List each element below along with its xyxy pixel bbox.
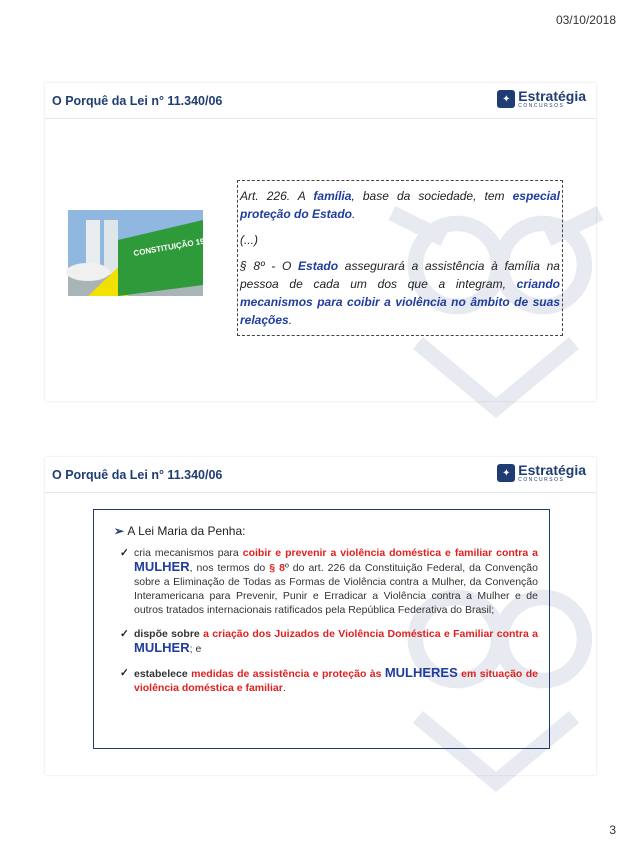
- logo-subtitle: CONCURSOS: [518, 477, 565, 483]
- logo-name: Estratégia: [518, 88, 586, 104]
- congress-constitution-photo: [68, 210, 215, 296]
- quote-paragraph-2: § 8º - O Estado assegurará a assistência à família na pessoa de cada um dos que a integram, criando mecanismos para coibir a violência no âmbito de suas relações.: [240, 259, 560, 327]
- checkmark-icon: ✓: [120, 628, 129, 640]
- constitution-quote-box: [237, 180, 563, 336]
- page-number: 3: [609, 823, 616, 837]
- slide-title: O Porquê da Lei n° 11.340/06: [52, 94, 223, 108]
- slide-title: O Porquê da Lei n° 11.340/06: [52, 468, 223, 482]
- quote-ellipsis: (...): [240, 233, 258, 247]
- lead-line: ➢ A Lei Maria da Penha:: [114, 524, 246, 538]
- owl-logo-icon: ✦: [497, 464, 515, 482]
- owl-logo-icon: ✦: [497, 90, 515, 108]
- law-name: Lei Maria da Penha: [138, 524, 243, 538]
- lei-maria-da-penha-box: [93, 509, 550, 749]
- constitution-banner-text: CONSTITUIÇÃO 1988: [132, 235, 215, 258]
- logo-subtitle: CONCURSOS: [518, 103, 565, 109]
- list-item: ✓ cria mecanismos para coibir e prevenir a violência doméstica e familiar contra a MULHER, nos termos do § 8º do art. 226 da Constituição Federal, da Convenção sobre a Eliminação de Todas as Formas de Violência contra a Mulher, da Convenção Interamericana para Prevenir, Punir e Erradicar a Violência contra a Mulher e de outros tratados internacionais ratificados pela República Federativa do Brasil;: [120, 547, 539, 616]
- logo-name: Estratégia: [518, 462, 586, 478]
- title-divider: [45, 492, 596, 493]
- document-date: 03/10/2018: [555, 13, 616, 27]
- estrategia-logo: [497, 89, 586, 109]
- slide-2: [45, 457, 596, 775]
- checkmark-icon: ✓: [120, 547, 129, 559]
- list-item: ✓ estabelece medidas de assistência e proteção às MULHERES em situação de violência doméstica e familiar.: [120, 665, 539, 694]
- slide-1: [45, 83, 596, 401]
- provisions-list: [120, 546, 538, 705]
- quote-paragraph-1: Art. 226. A família, base da sociedade, tem especial proteção do Estado.: [240, 189, 560, 221]
- checkmark-icon: ✓: [120, 667, 129, 679]
- estrategia-logo: [497, 463, 586, 483]
- list-item: ✓ dispõe sobre a criação dos Juizados de Violência Doméstica e Familiar contra a MULHER; e: [120, 628, 538, 655]
- title-divider: [45, 118, 596, 119]
- arrow-bullet-icon: ➢: [114, 524, 128, 538]
